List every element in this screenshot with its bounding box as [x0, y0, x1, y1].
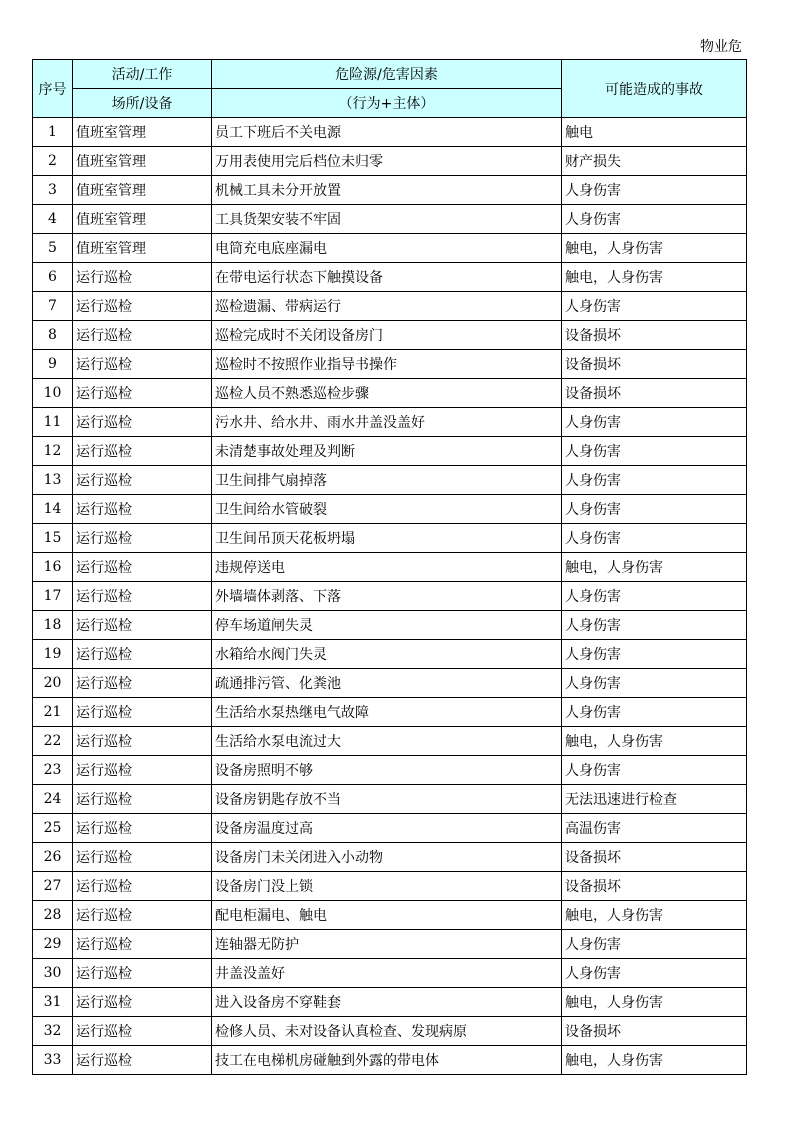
- cell-accident: 人身伤害: [562, 611, 747, 640]
- cell-hazard: 工具货架安装不牢固: [212, 205, 562, 234]
- cell-activity: 运行巡检: [73, 959, 212, 988]
- cell-hazard: 生活给水泵热继电气故障: [212, 698, 562, 727]
- cell-hazard: 疏通排污管、化粪池: [212, 669, 562, 698]
- cell-hazard: 未清楚事故处理及判断: [212, 437, 562, 466]
- cell-hazard: 进入设备房不穿鞋套: [212, 988, 562, 1017]
- cell-hazard: 巡检时不按照作业指导书操作: [212, 350, 562, 379]
- cell-no: 30: [33, 959, 73, 988]
- cell-no: 31: [33, 988, 73, 1017]
- table-row: [33, 1017, 747, 1046]
- cell-hazard: 设备房门未关闭进入小动物: [212, 843, 562, 872]
- cell-activity: 运行巡检: [73, 553, 212, 582]
- cell-no: 7: [33, 292, 73, 321]
- cell-hazard: 设备房温度过高: [212, 814, 562, 843]
- table-row: [33, 872, 747, 901]
- cell-hazard: 水箱给水阀门失灵: [212, 640, 562, 669]
- table-row: [33, 930, 747, 959]
- cell-hazard: 井盖没盖好: [212, 959, 562, 988]
- cell-accident: 人身伤害: [562, 437, 747, 466]
- cell-no: 5: [33, 234, 73, 263]
- cell-hazard: 员工下班后不关电源: [212, 118, 562, 147]
- table-row: [33, 379, 747, 408]
- cell-accident: 人身伤害: [562, 176, 747, 205]
- cell-hazard: 机械工具未分开放置: [212, 176, 562, 205]
- table-row: [33, 466, 747, 495]
- cell-hazard: 生活给水泵电流过大: [212, 727, 562, 756]
- header-activity: 活动/工作: [73, 60, 212, 89]
- cell-accident: 触电，人身伤害: [562, 234, 747, 263]
- cell-activity: 运行巡检: [73, 495, 212, 524]
- table-row: [33, 640, 747, 669]
- table-row: [33, 553, 747, 582]
- cell-activity: 运行巡检: [73, 321, 212, 350]
- cell-activity: 运行巡检: [73, 814, 212, 843]
- cell-activity: 运行巡检: [73, 437, 212, 466]
- table-row: [33, 350, 747, 379]
- cell-accident: 人身伤害: [562, 495, 747, 524]
- cell-no: 15: [33, 524, 73, 553]
- cell-no: 17: [33, 582, 73, 611]
- cell-no: 4: [33, 205, 73, 234]
- cell-no: 13: [33, 466, 73, 495]
- cell-accident: 设备损坏: [562, 843, 747, 872]
- cell-accident: 人身伤害: [562, 959, 747, 988]
- cell-accident: 人身伤害: [562, 466, 747, 495]
- table-row: [33, 408, 747, 437]
- table-row: [33, 611, 747, 640]
- table-row: [33, 234, 747, 263]
- cell-accident: 设备损坏: [562, 379, 747, 408]
- cell-activity: 运行巡检: [73, 263, 212, 292]
- cell-activity: 运行巡检: [73, 466, 212, 495]
- cell-accident: 人身伤害: [562, 292, 747, 321]
- cell-no: 14: [33, 495, 73, 524]
- cell-activity: 运行巡检: [73, 1046, 212, 1075]
- cell-accident: 人身伤害: [562, 582, 747, 611]
- cell-activity: 运行巡检: [73, 582, 212, 611]
- cell-accident: 设备损坏: [562, 1017, 747, 1046]
- cell-activity: 值班室管理: [73, 234, 212, 263]
- cell-no: 18: [33, 611, 73, 640]
- cell-activity: 运行巡检: [73, 379, 212, 408]
- cell-no: 20: [33, 669, 73, 698]
- cell-activity: 运行巡检: [73, 756, 212, 785]
- cell-hazard: 在带电运行状态下触摸设备: [212, 263, 562, 292]
- cell-accident: 人身伤害: [562, 669, 747, 698]
- cell-no: 27: [33, 872, 73, 901]
- table-row: [33, 785, 747, 814]
- table-row: [33, 669, 747, 698]
- cell-accident: 人身伤害: [562, 698, 747, 727]
- cell-accident: 触电，人身伤害: [562, 988, 747, 1017]
- cell-hazard: 外墙墙体剥落、下落: [212, 582, 562, 611]
- cell-accident: 人身伤害: [562, 205, 747, 234]
- table-row: [33, 292, 747, 321]
- cell-no: 26: [33, 843, 73, 872]
- cell-no: 32: [33, 1017, 73, 1046]
- table-row: [33, 988, 747, 1017]
- cell-accident: 触电，人身伤害: [562, 727, 747, 756]
- cell-activity: 运行巡检: [73, 1017, 212, 1046]
- cell-accident: 设备损坏: [562, 350, 747, 379]
- table-row: [33, 437, 747, 466]
- cell-activity: 运行巡检: [73, 988, 212, 1017]
- table-row: [33, 843, 747, 872]
- cell-no: 8: [33, 321, 73, 350]
- cell-no: 19: [33, 640, 73, 669]
- cell-hazard: 设备房钥匙存放不当: [212, 785, 562, 814]
- cell-hazard: 卫生间吊顶天花板坍塌: [212, 524, 562, 553]
- cell-activity: 值班室管理: [73, 176, 212, 205]
- cell-activity: 值班室管理: [73, 147, 212, 176]
- cell-activity: 运行巡检: [73, 843, 212, 872]
- cell-no: 12: [33, 437, 73, 466]
- cell-hazard: 万用表使用完后档位未归零: [212, 147, 562, 176]
- cell-activity: 运行巡检: [73, 698, 212, 727]
- cell-no: 22: [33, 727, 73, 756]
- table-row: [33, 205, 747, 234]
- cell-accident: 人身伤害: [562, 640, 747, 669]
- cell-no: 28: [33, 901, 73, 930]
- cell-activity: 运行巡检: [73, 292, 212, 321]
- cell-no: 29: [33, 930, 73, 959]
- cell-activity: 值班室管理: [73, 205, 212, 234]
- cell-hazard: 设备房照明不够: [212, 756, 562, 785]
- cell-hazard: 停车场道闸失灵: [212, 611, 562, 640]
- cell-accident: 触电，人身伤害: [562, 553, 747, 582]
- cell-activity: 运行巡检: [73, 524, 212, 553]
- cell-hazard: 巡检人员不熟悉巡检步骤: [212, 379, 562, 408]
- header-hazard-sub: （行为+主体）: [212, 89, 562, 118]
- table-row: [33, 582, 747, 611]
- document-title: 物业危: [700, 39, 742, 55]
- cell-hazard: 违规停送电: [212, 553, 562, 582]
- cell-hazard: 巡检遗漏、带病运行: [212, 292, 562, 321]
- cell-activity: 运行巡检: [73, 901, 212, 930]
- header-hazard: 危险源/危害因素: [212, 60, 562, 89]
- table-row: [33, 495, 747, 524]
- cell-hazard: 技工在电梯机房碰触到外露的带电体: [212, 1046, 562, 1075]
- table-row: [33, 263, 747, 292]
- cell-no: 2: [33, 147, 73, 176]
- header-no: 序号: [33, 60, 73, 118]
- cell-accident: 无法迅速进行检查: [562, 785, 747, 814]
- cell-no: 25: [33, 814, 73, 843]
- table-row: [33, 118, 747, 147]
- header-activity-sub: 场所/设备: [73, 89, 212, 118]
- cell-accident: 设备损坏: [562, 321, 747, 350]
- cell-no: 1: [33, 118, 73, 147]
- cell-hazard: 检修人员、未对设备认真检查、发现病原: [212, 1017, 562, 1046]
- cell-accident: 触电，人身伤害: [562, 1046, 747, 1075]
- cell-hazard: 电筒充电底座漏电: [212, 234, 562, 263]
- cell-hazard: 巡检完成时不关闭设备房门: [212, 321, 562, 350]
- table-row: [33, 756, 747, 785]
- cell-no: 21: [33, 698, 73, 727]
- cell-hazard: 配电柜漏电、触电: [212, 901, 562, 930]
- cell-hazard: 连轴器无防护: [212, 930, 562, 959]
- cell-accident: 触电，人身伤害: [562, 901, 747, 930]
- table-row: [33, 698, 747, 727]
- cell-no: 23: [33, 756, 73, 785]
- cell-activity: 运行巡检: [73, 408, 212, 437]
- cell-accident: 财产损失: [562, 147, 747, 176]
- cell-no: 9: [33, 350, 73, 379]
- hazard-table: [32, 59, 747, 1075]
- cell-activity: 运行巡检: [73, 669, 212, 698]
- cell-no: 3: [33, 176, 73, 205]
- cell-activity: 运行巡检: [73, 785, 212, 814]
- cell-hazard: 卫生间给水管破裂: [212, 495, 562, 524]
- cell-no: 33: [33, 1046, 73, 1075]
- cell-accident: 高温伤害: [562, 814, 747, 843]
- cell-no: 11: [33, 408, 73, 437]
- cell-activity: 运行巡检: [73, 611, 212, 640]
- table-row: [33, 1046, 747, 1075]
- cell-hazard: 卫生间排气扇掉落: [212, 466, 562, 495]
- table-row: [33, 814, 747, 843]
- cell-activity: 运行巡检: [73, 640, 212, 669]
- cell-accident: 人身伤害: [562, 408, 747, 437]
- cell-accident: 人身伤害: [562, 524, 747, 553]
- cell-no: 10: [33, 379, 73, 408]
- cell-no: 24: [33, 785, 73, 814]
- table-row: [33, 901, 747, 930]
- table-row: [33, 321, 747, 350]
- cell-accident: 触电，人身伤害: [562, 263, 747, 292]
- cell-accident: 设备损坏: [562, 872, 747, 901]
- cell-activity: 运行巡检: [73, 350, 212, 379]
- header-row: [33, 60, 747, 89]
- cell-activity: 值班室管理: [73, 118, 212, 147]
- cell-accident: 触电: [562, 118, 747, 147]
- table-row: [33, 524, 747, 553]
- table-row: [33, 176, 747, 205]
- cell-accident: 人身伤害: [562, 756, 747, 785]
- cell-activity: 运行巡检: [73, 727, 212, 756]
- table-row: [33, 959, 747, 988]
- cell-hazard: 设备房门没上锁: [212, 872, 562, 901]
- table-row: [33, 727, 747, 756]
- cell-hazard: 污水井、给水井、雨水井盖没盖好: [212, 408, 562, 437]
- cell-activity: 运行巡检: [73, 872, 212, 901]
- cell-no: 6: [33, 263, 73, 292]
- cell-activity: 运行巡检: [73, 930, 212, 959]
- header-accident: 可能造成的事故: [562, 60, 747, 118]
- cell-accident: 人身伤害: [562, 930, 747, 959]
- table-row: [33, 147, 747, 176]
- cell-no: 16: [33, 553, 73, 582]
